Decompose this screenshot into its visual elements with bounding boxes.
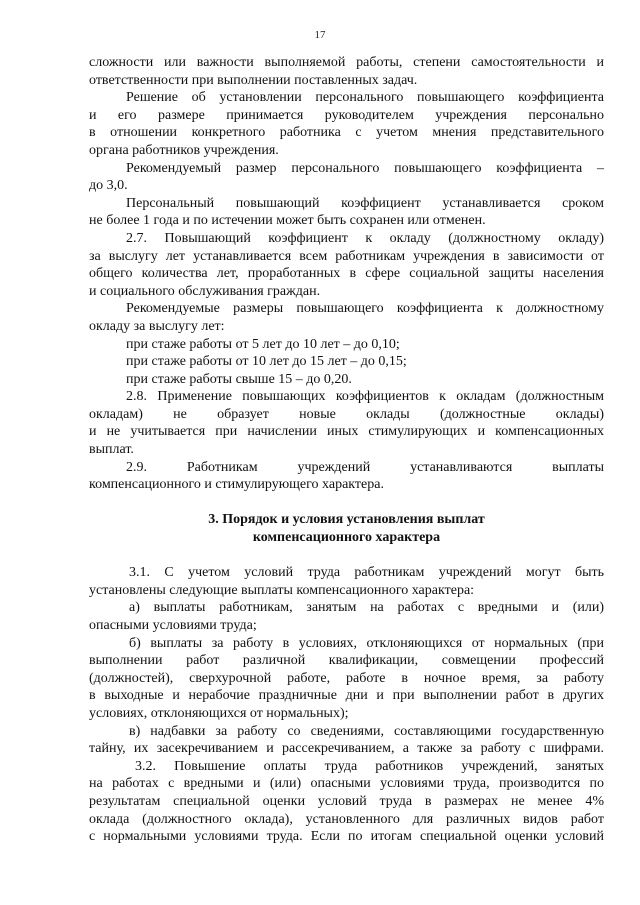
text-line: при стаже работы от 10 лет до 15 лет – до 0,15; (126, 354, 407, 370)
section-heading: компенсационного характера (252, 530, 441, 546)
text-line: на работах с вредными и (или) опасными условиями труда, производится по (89, 776, 604, 792)
text-line: до 3,0. (89, 178, 128, 194)
spacer (89, 494, 604, 512)
text-line: при стаже работы от 5 лет до 10 лет – до 0,10; (126, 336, 400, 352)
text-line: за выслугу лет устанавливается всем работникам учреждения в зависимости от (89, 248, 604, 264)
text-line: 2.8. Применение повышающих коэффициентов к окладам (должностным (126, 389, 604, 405)
text-line: компенсационного и стимулирующего характера. (89, 477, 384, 493)
text-line: окладам) не образует новые оклады (должностные оклады) (89, 406, 604, 422)
text-line: выплат. (89, 442, 134, 458)
page-number: 17 (314, 29, 326, 41)
text-line: в отношении конкретного работника с учетом мнения представительного (89, 125, 604, 141)
text-line: тайну, их засекречиванием и рассекречиванием, а также за работу с шифрами. (89, 741, 604, 757)
text-line: Решение об установлении персонального повышающего коэффициента (126, 90, 604, 106)
text-line: а) выплаты работникам, занятым на работах с вредными и (или) (129, 600, 604, 616)
spacer (89, 547, 604, 565)
text-line: в) надбавки за работу со сведениями, составляющими государственную (129, 723, 604, 739)
text-line: условиях, отклоняющихся от нормальных); (89, 705, 349, 721)
text-line: и не учитывается при начислении иных стимулирующих и компенсационных (89, 424, 604, 440)
text-line: выполнении работ различной квалификации, совмещении профессий (89, 653, 604, 669)
text-line: 3.2. Повышение оплаты труда работников учреждений, занятых (135, 758, 604, 774)
section-heading: 3. Порядок и условия установления выплат (208, 512, 485, 528)
text-line: Рекомендуемый размер персонального повышающего коэффициента – (126, 160, 604, 176)
text-line: б) выплаты за работу в условиях, отклоняющихся от нормальных (при (129, 635, 604, 651)
text-line: и его размере принимается руководителем учреждения персонально (89, 107, 604, 123)
text-line: не более 1 года и по истечении может быть сохранен или отменен. (89, 213, 486, 229)
text-line: окладу за выслугу лет: (89, 318, 225, 334)
text-line: с нормальными условиями труда. Если по итогам специальной оценки условий (89, 829, 604, 845)
text-line: установлены следующие выплаты компенсационного характера: (89, 582, 475, 598)
text-line: органа работников учреждения. (89, 142, 279, 158)
text-line: результатам специальной оценки условий труда в размерах не менее 4% (89, 793, 604, 809)
text-line: и социального обслуживания граждан. (89, 283, 321, 299)
document-body (89, 54, 604, 846)
text-line: оклада (должностного оклада), установленного для различных видов работ (89, 811, 604, 827)
text-line: 2.7. Повышающий коэффициент к окладу (должностному окладу) (126, 230, 604, 246)
text-line: опасными условиями труда; (89, 618, 257, 633)
text-line: в выходные и нерабочие праздничные дни и при выполнении работ в других (89, 688, 604, 704)
text-line: общего количества лет, проработанных в сфере социальной защиты населения (89, 266, 604, 282)
text-line: Персональный повышающий коэффициент устанавливается сроком (126, 195, 604, 211)
text-line: сложности или важности выполняемой работы, степени самостоятельности и (89, 55, 604, 70)
text-line: Рекомендуемые размеры повышающего коэффициента к должностному (126, 301, 604, 317)
text-line: ответственности при выполнении поставленных задач. (89, 72, 418, 88)
text-line: 2.9. Работникам учреждений устанавливаются выплаты (126, 459, 604, 475)
text-line: при стаже работы свыше 15 – до 0,20. (126, 371, 352, 387)
text-line: (должностей), сверхурочной работе, работе в ночное время, за работу (89, 670, 604, 686)
text-line: 3.1. С учетом условий труда работникам учреждений могут быть (129, 565, 604, 581)
